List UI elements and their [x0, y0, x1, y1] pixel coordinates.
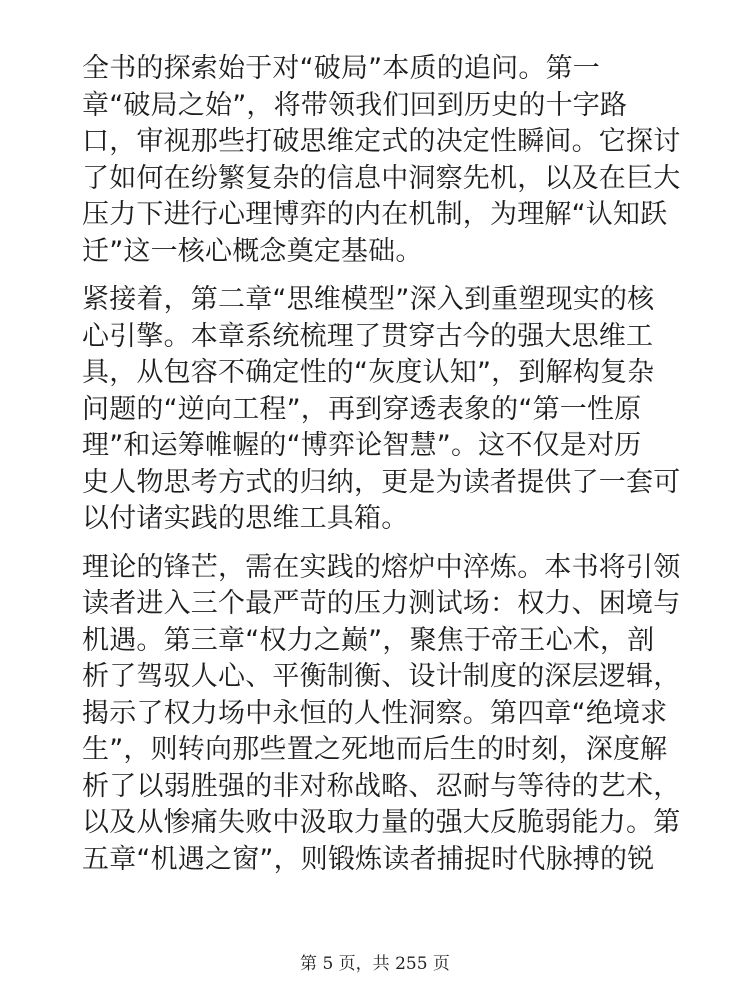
text-line: 具，从包容不确定性的“灰度认知”，到解构复杂	[82, 357, 655, 388]
text-line: 读者进入三个最严苛的压力测试场：权力、困境与	[82, 588, 681, 619]
text-line: 了如何在纷繁复杂的信息中洞察先机，以及在巨大	[82, 162, 681, 194]
text-line: 五章“机遇之窗”，则锻炼读者捕捉时代脉搏的锐	[82, 843, 655, 875]
text-line: 口，审视那些打破思维定式的决定性瞬间。它探讨	[82, 126, 681, 157]
text-line: 章“破局之始”，将带领我们回到历史的十字路	[82, 89, 628, 121]
paragraph-3	[82, 550, 682, 879]
text-line: 迁”这一核心概念奠定基础。	[82, 235, 423, 267]
text-line: 心引擎。本章系统梳理了贯穿古今的强大思维工	[82, 320, 654, 352]
page-number-footer: 第 5 页，共 255 页	[300, 954, 450, 974]
text-line: 析了以弱胜强的非对称战略、忍耐与等待的艺术，	[82, 770, 681, 802]
text-line: 理论的锋芒，需在实践的熔炉中淬炼。本书将引领	[82, 551, 681, 583]
text-line: 全书的探索始于对“破局”本质的追问。第一	[82, 53, 600, 84]
text-line: 压力下进行心理博弈的内在机制，为理解“认知跃	[82, 199, 668, 230]
paragraph-2	[82, 282, 682, 538]
text-line: 紧接着，第二章“思维模型”深入到重塑现实的核	[82, 284, 655, 315]
text-line: 史人物思考方式的归纳，更是为读者提供了一套可	[82, 466, 681, 498]
text-line: 揭示了权力场中永恒的人性洞察。第四章“绝境求	[82, 697, 668, 729]
text-line: 生”，则转向那些置之死地而后生的时刻，深度解	[82, 734, 668, 765]
text-line: 析了驾驭人心、平衡制衡、设计制度的深层逻辑，	[82, 661, 681, 692]
text-line: 以及从惨痛失败中汲取力量的强大反脆弱能力。第	[82, 807, 681, 838]
text-line: 问题的“逆向工程”，再到穿透表象的“第一性原	[82, 393, 642, 425]
text-line: 机遇。第三章“权力之巅”，聚焦于帝王心术，剖	[82, 624, 655, 656]
paragraph-1	[82, 51, 682, 270]
text-line: 理”和运筹帷幄的“博弈论智慧”。这不仅是对历	[82, 430, 642, 461]
text-line: 以付诸实践的思维工具箱。	[82, 503, 409, 534]
body-text	[82, 51, 682, 890]
